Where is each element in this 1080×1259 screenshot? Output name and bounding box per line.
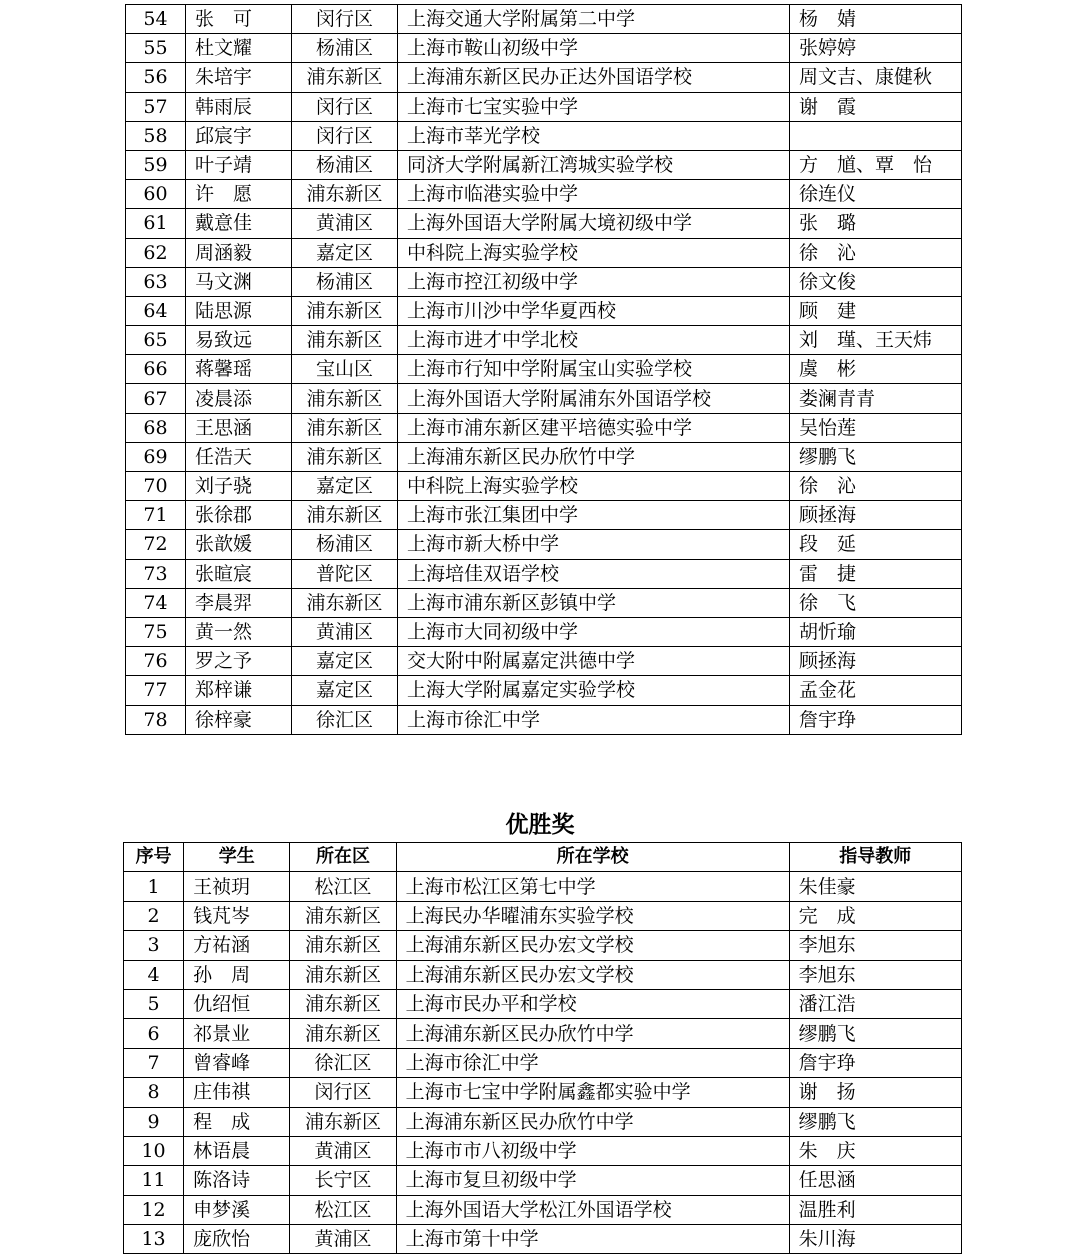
district-cell: 闵行区	[292, 92, 398, 121]
student-name-cell: 孙 周	[184, 960, 290, 989]
teacher-cell: 雷 捷	[790, 559, 962, 588]
award-table	[123, 842, 962, 1254]
school-cell: 上海浦东新区民办宏文学校	[396, 960, 789, 989]
table-row	[126, 676, 962, 705]
row-number-cell: 11	[124, 1166, 184, 1195]
table-row	[124, 1225, 962, 1254]
row-number-cell: 6	[124, 1019, 184, 1048]
school-cell: 上海大学附属嘉定实验学校	[398, 676, 790, 705]
row-number-cell: 7	[124, 1048, 184, 1077]
district-cell: 杨浦区	[292, 34, 398, 63]
teacher-cell: 谢 扬	[789, 1078, 961, 1107]
header-teacher: 指导教师	[789, 843, 961, 872]
row-number-cell: 78	[126, 705, 186, 734]
school-cell: 上海市进才中学北校	[398, 326, 790, 355]
teacher-cell: 李旭东	[789, 931, 961, 960]
award-table-body	[124, 872, 962, 1254]
student-name-cell: 曾睿峰	[184, 1048, 290, 1077]
school-cell: 上海外国语大学附属浦东外国语学校	[398, 384, 790, 413]
district-cell: 嘉定区	[292, 676, 398, 705]
row-number-cell: 9	[124, 1107, 184, 1136]
teacher-cell: 徐 沁	[790, 238, 962, 267]
school-cell: 上海市浦东新区建平培德实验中学	[398, 413, 790, 442]
district-cell: 闵行区	[290, 1078, 396, 1107]
school-cell: 上海浦东新区民办正达外国语学校	[398, 63, 790, 92]
district-cell: 黄浦区	[292, 209, 398, 238]
table-row	[126, 150, 962, 179]
district-cell: 浦东新区	[292, 384, 398, 413]
table-row	[126, 384, 962, 413]
table-row	[126, 588, 962, 617]
table-row	[126, 472, 962, 501]
school-cell: 上海浦东新区民办欣竹中学	[398, 442, 790, 471]
row-number-cell: 60	[126, 180, 186, 209]
district-cell: 浦东新区	[290, 989, 396, 1018]
student-name-cell: 叶子靖	[186, 150, 292, 179]
school-cell: 上海培佳双语学校	[398, 559, 790, 588]
student-name-cell: 祁景业	[184, 1019, 290, 1048]
teacher-cell: 胡忻瑜	[790, 617, 962, 646]
student-name-cell: 陈洛诗	[184, 1166, 290, 1195]
table-row	[126, 296, 962, 325]
district-cell: 浦东新区	[292, 588, 398, 617]
teacher-cell: 朱 庆	[789, 1136, 961, 1165]
district-cell: 普陀区	[292, 559, 398, 588]
row-number-cell: 1	[124, 872, 184, 901]
teacher-cell: 缪鹏飞	[789, 1107, 961, 1136]
row-number-cell: 10	[124, 1136, 184, 1165]
teacher-cell: 缪鹏飞	[790, 442, 962, 471]
district-cell: 浦东新区	[292, 501, 398, 530]
school-cell: 上海市浦东新区彭镇中学	[398, 588, 790, 617]
student-name-cell: 罗之予	[186, 647, 292, 676]
student-name-cell: 张 可	[186, 5, 292, 34]
district-cell: 宝山区	[292, 355, 398, 384]
row-number-cell: 2	[124, 901, 184, 930]
table-row	[124, 1195, 962, 1224]
district-cell: 黄浦区	[290, 1136, 396, 1165]
school-cell: 上海市市八初级中学	[396, 1136, 789, 1165]
student-name-cell: 庄伟祺	[184, 1078, 290, 1107]
school-cell: 上海市民办平和学校	[396, 989, 789, 1018]
school-cell: 上海市川沙中学华夏西校	[398, 296, 790, 325]
district-cell: 杨浦区	[292, 267, 398, 296]
school-cell: 上海市徐汇中学	[396, 1048, 789, 1077]
table-row	[124, 1136, 962, 1165]
table-row	[126, 180, 962, 209]
teacher-cell: 张 璐	[790, 209, 962, 238]
table-row	[126, 413, 962, 442]
row-number-cell: 57	[126, 92, 186, 121]
teacher-cell: 朱佳豪	[789, 872, 961, 901]
teacher-cell: 徐连仪	[790, 180, 962, 209]
row-number-cell: 77	[126, 676, 186, 705]
teacher-cell: 徐文俊	[790, 267, 962, 296]
table-row	[126, 355, 962, 384]
table-row	[124, 931, 962, 960]
teacher-cell: 顾拯海	[790, 647, 962, 676]
teacher-cell: 温胜利	[789, 1195, 961, 1224]
student-name-cell: 周涵毅	[186, 238, 292, 267]
teacher-cell: 顾 建	[790, 296, 962, 325]
row-number-cell: 74	[126, 588, 186, 617]
student-name-cell: 张歆媛	[186, 530, 292, 559]
student-name-cell: 杜文耀	[186, 34, 292, 63]
school-cell: 上海浦东新区民办欣竹中学	[396, 1019, 789, 1048]
teacher-cell: 完 成	[789, 901, 961, 930]
school-cell: 上海市张江集团中学	[398, 501, 790, 530]
row-number-cell: 68	[126, 413, 186, 442]
student-name-cell: 李晨羿	[186, 588, 292, 617]
school-cell: 上海外国语大学松江外国语学校	[396, 1195, 789, 1224]
student-name-cell: 戴意佳	[186, 209, 292, 238]
student-name-cell: 庞欣怡	[184, 1225, 290, 1254]
table-row	[124, 1078, 962, 1107]
teacher-cell: 孟金花	[790, 676, 962, 705]
row-number-cell: 61	[126, 209, 186, 238]
teacher-cell: 周文吉、康健秋	[790, 63, 962, 92]
school-cell: 中科院上海实验学校	[398, 472, 790, 501]
row-number-cell: 5	[124, 989, 184, 1018]
row-number-cell: 13	[124, 1225, 184, 1254]
district-cell: 浦东新区	[292, 180, 398, 209]
school-cell: 上海浦东新区民办宏文学校	[396, 931, 789, 960]
district-cell: 松江区	[290, 1195, 396, 1224]
table-row	[124, 872, 962, 901]
row-number-cell: 54	[126, 5, 186, 34]
row-number-cell: 4	[124, 960, 184, 989]
row-number-cell: 64	[126, 296, 186, 325]
student-name-cell: 王思涵	[186, 413, 292, 442]
district-cell: 浦东新区	[290, 960, 396, 989]
teacher-cell: 刘 瑾、王天炜	[790, 326, 962, 355]
table-row	[126, 501, 962, 530]
school-cell: 上海市七宝中学附属鑫都实验中学	[396, 1078, 789, 1107]
student-name-cell: 凌晨添	[186, 384, 292, 413]
district-cell: 浦东新区	[290, 1107, 396, 1136]
table-row	[124, 1048, 962, 1077]
teacher-cell: 詹宇琤	[789, 1048, 961, 1077]
table-row	[126, 238, 962, 267]
school-cell: 上海市控江初级中学	[398, 267, 790, 296]
student-name-cell: 王祯玥	[184, 872, 290, 901]
row-number-cell: 70	[126, 472, 186, 501]
student-name-cell: 仇绍恒	[184, 989, 290, 1018]
district-cell: 浦东新区	[292, 413, 398, 442]
row-number-cell: 75	[126, 617, 186, 646]
teacher-cell: 朱川海	[789, 1225, 961, 1254]
student-name-cell: 林语晨	[184, 1136, 290, 1165]
teacher-cell: 吴怡莲	[790, 413, 962, 442]
student-name-cell: 徐梓豪	[186, 705, 292, 734]
row-number-cell: 8	[124, 1078, 184, 1107]
student-name-cell: 任浩天	[186, 442, 292, 471]
table-row	[126, 326, 962, 355]
table-row	[126, 5, 962, 34]
table-row	[126, 92, 962, 121]
results-table-body	[126, 5, 962, 735]
teacher-cell: 缪鹏飞	[789, 1019, 961, 1048]
table-row	[124, 989, 962, 1018]
district-cell: 闵行区	[292, 121, 398, 150]
school-cell: 上海市新大桥中学	[398, 530, 790, 559]
teacher-cell	[790, 121, 962, 150]
row-number-cell: 66	[126, 355, 186, 384]
header-student: 学生	[184, 843, 290, 872]
district-cell: 浦东新区	[292, 296, 398, 325]
row-number-cell: 59	[126, 150, 186, 179]
row-number-cell: 65	[126, 326, 186, 355]
table-row	[124, 960, 962, 989]
student-name-cell: 朱培宇	[186, 63, 292, 92]
table-row	[124, 1107, 962, 1136]
school-cell: 上海市徐汇中学	[398, 705, 790, 734]
student-name-cell: 黄一然	[186, 617, 292, 646]
student-name-cell: 易致远	[186, 326, 292, 355]
student-name-cell: 马文渊	[186, 267, 292, 296]
school-cell: 上海市莘光学校	[398, 121, 790, 150]
school-cell: 上海市第十中学	[396, 1225, 789, 1254]
student-name-cell: 郑梓谦	[186, 676, 292, 705]
teacher-cell: 徐 沁	[790, 472, 962, 501]
table-row	[126, 121, 962, 150]
row-number-cell: 55	[126, 34, 186, 63]
district-cell: 黄浦区	[290, 1225, 396, 1254]
teacher-cell: 顾拯海	[790, 501, 962, 530]
row-number-cell: 71	[126, 501, 186, 530]
district-cell: 嘉定区	[292, 472, 398, 501]
table-row	[126, 442, 962, 471]
student-name-cell: 刘子骁	[186, 472, 292, 501]
teacher-cell: 虞 彬	[790, 355, 962, 384]
district-cell: 浦东新区	[292, 442, 398, 471]
school-cell: 上海市临港实验中学	[398, 180, 790, 209]
table-row	[126, 63, 962, 92]
school-cell: 交大附中附属嘉定洪德中学	[398, 647, 790, 676]
district-cell: 嘉定区	[292, 647, 398, 676]
district-cell: 浦东新区	[290, 931, 396, 960]
student-name-cell: 张暄宸	[186, 559, 292, 588]
school-cell: 上海市行知中学附属宝山实验学校	[398, 355, 790, 384]
table-row	[126, 559, 962, 588]
district-cell: 浦东新区	[290, 1019, 396, 1048]
district-cell: 松江区	[290, 872, 396, 901]
table-row	[124, 1166, 962, 1195]
teacher-cell: 李旭东	[789, 960, 961, 989]
student-name-cell: 邱宸宇	[186, 121, 292, 150]
district-cell: 浦东新区	[292, 326, 398, 355]
school-cell: 中科院上海实验学校	[398, 238, 790, 267]
table-row	[126, 705, 962, 734]
award-table-header-row	[124, 843, 962, 872]
teacher-cell: 娄澜青青	[790, 384, 962, 413]
district-cell: 嘉定区	[292, 238, 398, 267]
district-cell: 长宁区	[290, 1166, 396, 1195]
school-cell: 上海市七宝实验中学	[398, 92, 790, 121]
student-name-cell: 申梦溪	[184, 1195, 290, 1224]
school-cell: 上海市鞍山初级中学	[398, 34, 790, 63]
school-cell: 上海市大同初级中学	[398, 617, 790, 646]
student-name-cell: 程 成	[184, 1107, 290, 1136]
district-cell: 黄浦区	[292, 617, 398, 646]
district-cell: 闵行区	[292, 5, 398, 34]
table-row	[124, 901, 962, 930]
table-row	[126, 647, 962, 676]
student-name-cell: 陆思源	[186, 296, 292, 325]
row-number-cell: 3	[124, 931, 184, 960]
school-cell: 上海市松江区第七中学	[396, 872, 789, 901]
teacher-cell: 谢 霞	[790, 92, 962, 121]
teacher-cell: 张婷婷	[790, 34, 962, 63]
row-number-cell: 73	[126, 559, 186, 588]
teacher-cell: 潘江浩	[789, 989, 961, 1018]
table-row	[126, 530, 962, 559]
district-cell: 徐汇区	[292, 705, 398, 734]
student-name-cell: 方祐涵	[184, 931, 290, 960]
school-cell: 同济大学附属新江湾城实验学校	[398, 150, 790, 179]
school-cell: 上海浦东新区民办欣竹中学	[396, 1107, 789, 1136]
table-row	[126, 267, 962, 296]
school-cell: 上海交通大学附属第二中学	[398, 5, 790, 34]
table-row	[126, 209, 962, 238]
row-number-cell: 62	[126, 238, 186, 267]
district-cell: 杨浦区	[292, 530, 398, 559]
district-cell: 浦东新区	[290, 901, 396, 930]
teacher-cell: 杨 婧	[790, 5, 962, 34]
header-no: 序号	[124, 843, 184, 872]
row-number-cell: 67	[126, 384, 186, 413]
student-name-cell: 韩雨辰	[186, 92, 292, 121]
table-row	[124, 1019, 962, 1048]
table-row	[126, 617, 962, 646]
student-name-cell: 蒋馨瑶	[186, 355, 292, 384]
teacher-cell: 段 延	[790, 530, 962, 559]
school-cell: 上海外国语大学附属大境初级中学	[398, 209, 790, 238]
row-number-cell: 56	[126, 63, 186, 92]
district-cell: 徐汇区	[290, 1048, 396, 1077]
district-cell: 浦东新区	[292, 63, 398, 92]
teacher-cell: 任思涵	[789, 1166, 961, 1195]
student-name-cell: 许 愿	[186, 180, 292, 209]
row-number-cell: 72	[126, 530, 186, 559]
student-name-cell: 张徐郡	[186, 501, 292, 530]
student-name-cell: 钱芃岑	[184, 901, 290, 930]
row-number-cell: 63	[126, 267, 186, 296]
results-table-continued	[125, 4, 962, 735]
school-cell: 上海市复旦初级中学	[396, 1166, 789, 1195]
school-cell: 上海民办华曜浦东实验学校	[396, 901, 789, 930]
teacher-cell: 詹宇琤	[790, 705, 962, 734]
teacher-cell: 徐 飞	[790, 588, 962, 617]
header-district: 所在区	[290, 843, 396, 872]
header-school: 所在学校	[396, 843, 789, 872]
row-number-cell: 69	[126, 442, 186, 471]
row-number-cell: 76	[126, 647, 186, 676]
teacher-cell: 方 馗、覃 怡	[790, 150, 962, 179]
row-number-cell: 12	[124, 1195, 184, 1224]
district-cell: 杨浦区	[292, 150, 398, 179]
award-section-title: 优胜奖	[505, 812, 575, 838]
table-row	[126, 34, 962, 63]
row-number-cell: 58	[126, 121, 186, 150]
